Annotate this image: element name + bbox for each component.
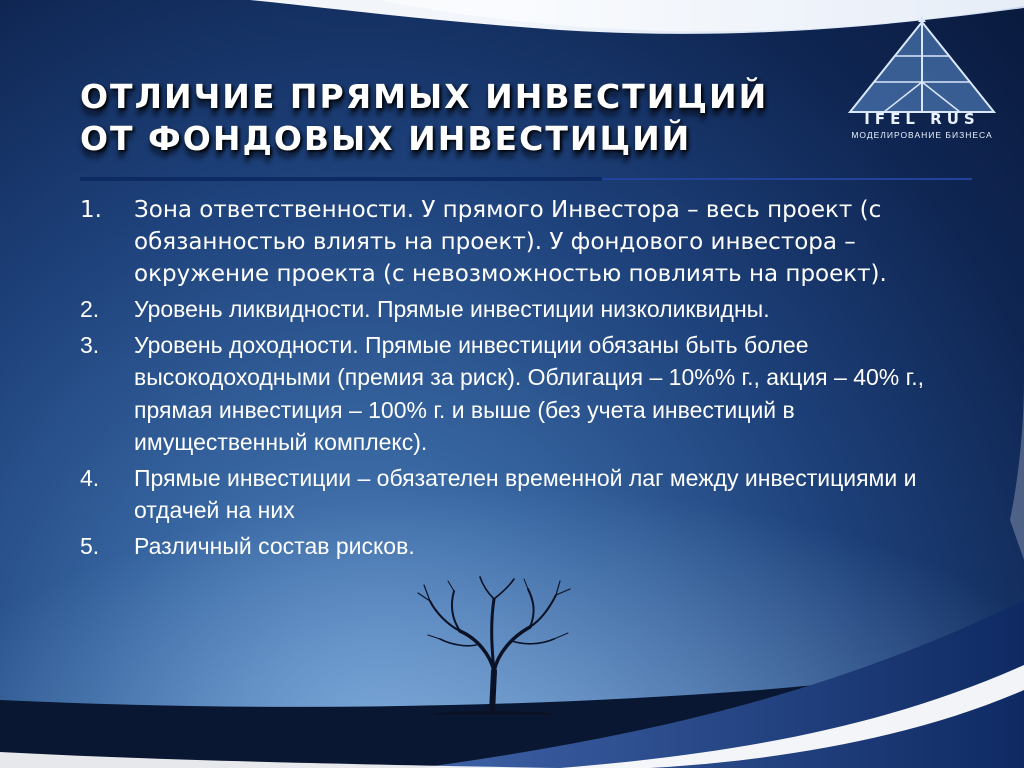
tree-silhouette-icon xyxy=(400,575,590,715)
list-item xyxy=(80,329,940,459)
list-text: Различный состав рисков. xyxy=(134,532,415,559)
logo-text xyxy=(842,110,1002,140)
slide-title: ОТЛИЧИЕ ПРЯМЫХ ИНВЕСТИЦИЙ ОТ ФОНДОВЫХ ИНВЕСТИЦИЙ xyxy=(80,77,769,158)
title-divider-thin xyxy=(602,178,972,180)
list-item xyxy=(80,462,940,527)
list-text: Прямые инвестиции – обязателен временной лаг между инвестициями и отдачей на них xyxy=(134,464,917,523)
logo-tagline: МОДЕЛИРОВАНИЕ БИЗНЕСА xyxy=(851,130,993,140)
list-number: 5. xyxy=(80,532,100,559)
list-number: 2. xyxy=(80,296,100,322)
list-item xyxy=(80,530,940,563)
list-number: 3. xyxy=(80,331,100,358)
list-text: Уровень доходности. Прямые инвестиции обязаны быть более высокодоходными (премия за риск). Облигация – 10%% г., акция – 40% г., прямая инвестиция – 100% г. и выше (без учета инвестиций в имущественный комплекс). xyxy=(134,331,924,455)
list-text: Уровень ликвидности. Прямые инвестиции низколиквидны. xyxy=(134,296,770,322)
logo-brand: IFEL RUS xyxy=(864,110,980,128)
points-list xyxy=(80,194,940,565)
list-number: 1. xyxy=(80,197,102,223)
list-item xyxy=(80,293,940,326)
list-item xyxy=(80,194,940,290)
title-divider xyxy=(80,177,602,181)
list-text: Зона ответственности. У прямого Инвестора – весь проект (с обязанностью влиять на проект). У фондового инвестора – окружение проекта (с невозможностью повлиять на проект). xyxy=(134,197,887,287)
list-number: 4. xyxy=(80,464,100,491)
